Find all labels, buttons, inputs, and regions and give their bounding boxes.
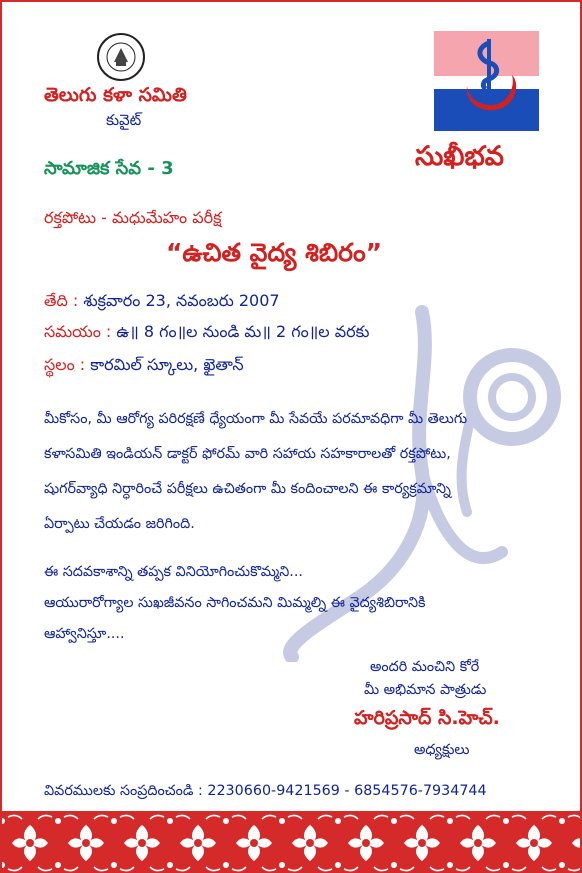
invite-line: ఈ సదవకాశాన్ని తప్పక వినియోగించుకొమ్మని... (44, 564, 303, 580)
invitation-paragraph (44, 557, 564, 650)
org-location: కువైట్ (106, 111, 142, 129)
invite-line: ఆయురారోగ్యాల సుఖజీవనం సాగించమని మిమ్మల్ని ఈ వైద్యశిబిరానికి (44, 595, 426, 611)
signature-line: మీ అభిమాన పాత్రుడు (364, 682, 487, 698)
date-row (44, 291, 280, 314)
signatory-name: హరిప్రసాద్ సి.హెచ్. (354, 707, 500, 729)
venue-label: స్థలం : (44, 355, 86, 374)
body-paragraph (44, 402, 564, 542)
org-name: తెలుగు కళా సమితి (44, 84, 187, 106)
org-seal-logo (96, 32, 146, 82)
test-types: రక్తపోటు - మధుమేహం పరీక్ష (44, 208, 222, 227)
contact-info: వివరములకు సంప్రదించండి : 2230660-9421569 - 6854576-7934744 (44, 783, 487, 799)
service-number: సామాజిక సేవ - 3 (44, 158, 174, 179)
signature-line: అందరి మంచిని కోరే (370, 659, 480, 675)
time-label: సమయం : (44, 322, 112, 341)
invite-line: ఆహ్వానిస్తూ.... (44, 626, 125, 642)
decorative-footer-border (2, 811, 582, 873)
time-row (44, 322, 369, 345)
body-line: మీకోసం, మీ ఆరోగ్య పరిరక్షణే ధ్యేయంగా మీ సేవయే పరమావధిగా మీ తెలుగు (44, 411, 468, 427)
time-value: ఉ॥ 8 గం॥ల నుండి మ॥ 2 గం॥ల వరకు (116, 322, 370, 341)
camp-title: “ఉచిత వైద్య శిబిరం” (166, 238, 383, 267)
venue-row (44, 355, 244, 378)
venue-value: కారమిల్ స్కూలు, ఖైతాన్ (90, 355, 244, 374)
body-line: షుగర్‌వ్యాధి నిర్ధారించే పరీక్షలు ఉచితంగా మీ కందించాలని ఈ కార్యక్రమాన్ని (44, 481, 451, 497)
sukhibhava-logo-icon (434, 31, 539, 131)
body-line: కళాసమితి ఇండియన్ డాక్టర్ ఫోరమ్ వారి సహాయ సహకారాలతో రక్తపోటు, (44, 446, 451, 462)
body-line: ఏర్పాటు చేయడం జరిగింది. (44, 516, 195, 532)
date-value: శుక్రవారం 23, నవంబరు 2007 (83, 291, 280, 310)
date-label: తేది : (44, 291, 79, 310)
brand-name: సుఖీభవ (415, 141, 504, 172)
signatory-title: అధ్యక్షులు (414, 742, 470, 758)
